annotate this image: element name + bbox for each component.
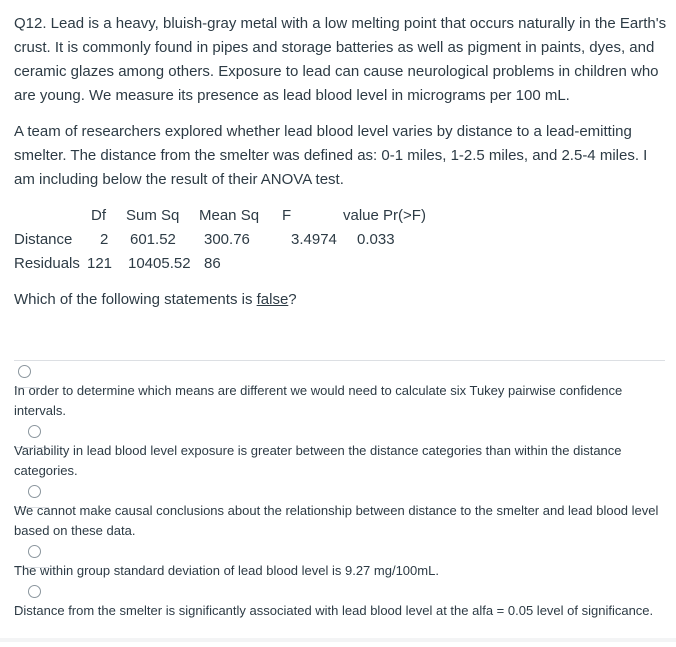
- answer-text-5: Distance from the smelter is significantly associated with lead blood level at the alfa = 0.05 level of significance.: [14, 603, 654, 618]
- answer-option-1[interactable]: [14, 354, 665, 448]
- anova-header-mean-sq: Mean Sq: [199, 207, 260, 224]
- anova-residuals-mean-sq: 86: [204, 255, 221, 272]
- question-content: [14, 12, 668, 324]
- answer-option-5[interactable]: [14, 574, 665, 647]
- anova-header-p: value Pr(>F): [343, 207, 426, 224]
- answer-text-3: We cannot make causal conclusions about the relationship between distance to the smelter and lead blood level based on these data.: [14, 503, 659, 538]
- bottom-edge-shade: [0, 638, 676, 642]
- anova-header-row: [14, 204, 668, 228]
- anova-residuals-row: [14, 252, 668, 276]
- question-paragraph-study: A team of researchers explored whether lead blood level varies by distance to a lead-emitting smelter. The distance from the smelter was defined as: 0-1 miles, 1-2.5 miles, and 2.5-4 miles. I am including below the result of their ANOVA test.: [14, 123, 648, 188]
- question-paragraph-intro: Q12. Lead is a heavy, bluish-gray metal with a low melting point that occurs naturally in the Earth's crust. It is commonly found in pipes and storage batteries as well as pigment in paints, dyes, and ceramic glazes among others. Exposure to lead can cause neurological problems in children who are young. We measure its presence as lead blood level in micrograms per 100 mL.: [14, 15, 667, 104]
- answer-option-4[interactable]: [14, 534, 665, 608]
- anova-table: [14, 204, 668, 276]
- anova-distance-label: Distance: [14, 231, 73, 248]
- anova-residuals-df: 121: [87, 255, 113, 272]
- radio-button-4[interactable]: [28, 545, 41, 558]
- radio-button-1[interactable]: [18, 365, 31, 378]
- answer-text-1: In order to determine which means are different we would need to calculate six Tukey pairwise confidence intervals.: [14, 383, 623, 418]
- answer-option-2[interactable]: [14, 414, 665, 508]
- anova-distance-df: 2: [100, 231, 109, 248]
- question-stem-prefix: Which of the following statements is: [14, 291, 257, 308]
- question-stem-emphasis: false: [256, 291, 289, 308]
- anova-residuals-sum-sq: 10405.52: [128, 255, 191, 272]
- anova-distance-f: 3.4974: [291, 231, 337, 248]
- answer-text-2: Variability in lead blood level exposure is greater between the distance categories than within the distance categories.: [14, 443, 622, 478]
- question-stem-suffix: ?: [288, 291, 297, 308]
- anova-residuals-label: Residuals: [14, 255, 80, 272]
- radio-button-3[interactable]: [28, 485, 41, 498]
- anova-distance-sum-sq: 601.52: [130, 231, 176, 248]
- question-stem: [14, 288, 668, 312]
- anova-distance-row: [14, 228, 668, 252]
- radio-button-5[interactable]: [28, 585, 41, 598]
- answer-text-4: The within group standard deviation of lead blood level is 9.27 mg/100mL.: [14, 563, 439, 578]
- anova-header-sum-sq: Sum Sq: [126, 207, 180, 224]
- answer-option-3[interactable]: [14, 474, 665, 568]
- anova-header-df: Df: [91, 207, 106, 224]
- anova-header-f: F: [282, 207, 292, 224]
- answer-list: [14, 360, 665, 641]
- anova-distance-p: 0.033: [357, 231, 395, 248]
- radio-button-2[interactable]: [28, 425, 41, 438]
- anova-distance-mean-sq: 300.76: [204, 231, 250, 248]
